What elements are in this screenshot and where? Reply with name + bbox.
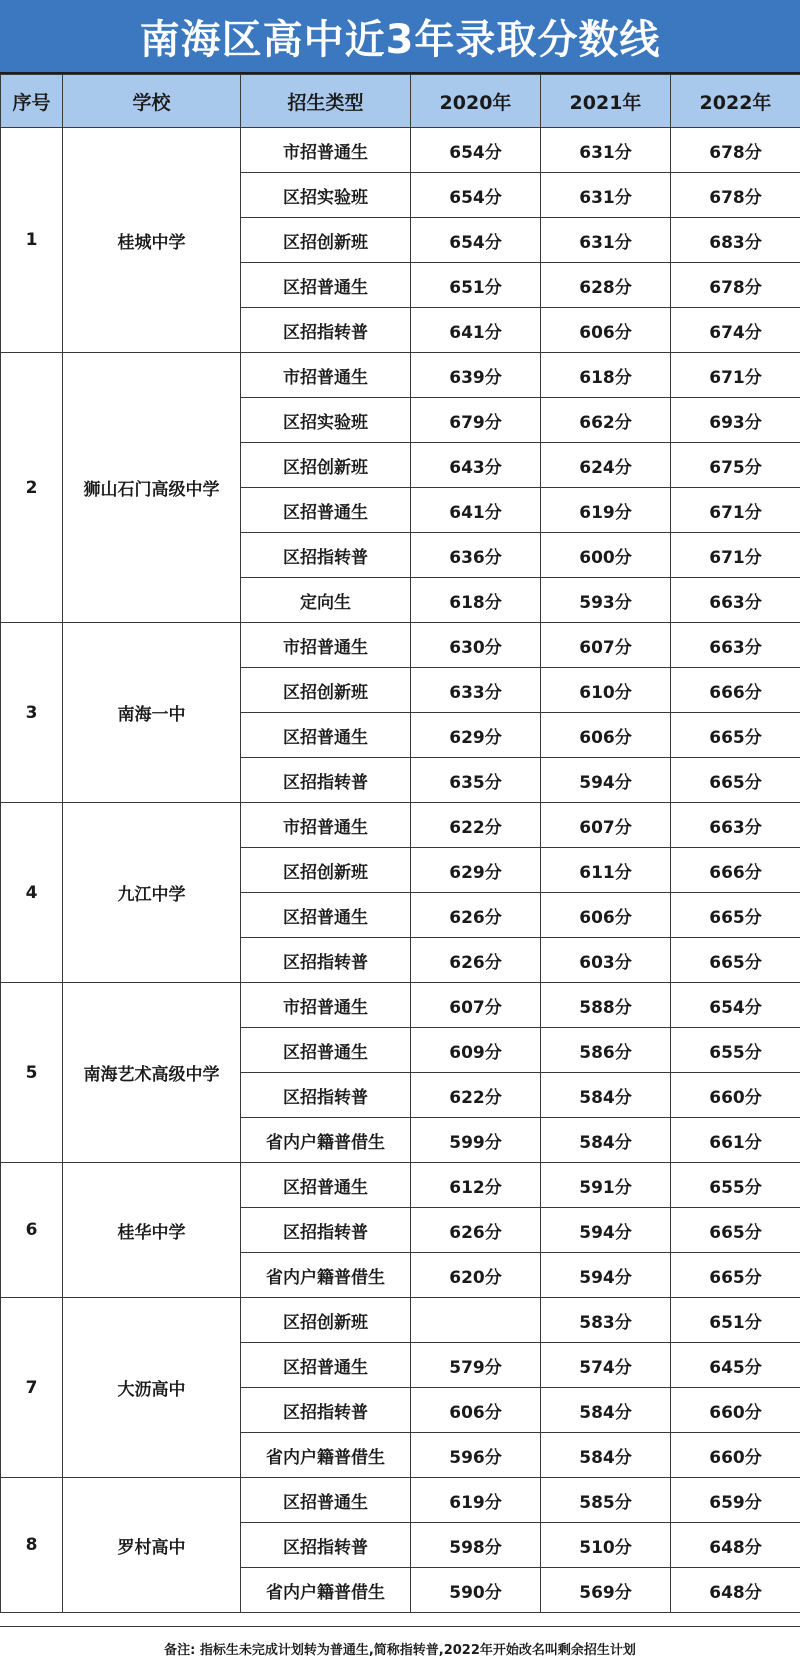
admission-type: 区招指转普: [241, 308, 411, 353]
score-2022: 678分: [671, 263, 800, 308]
admission-type: 区招指转普: [241, 758, 411, 803]
score-2022: 665分: [671, 938, 800, 983]
table-row: [1, 1298, 800, 1343]
school-index: 3: [1, 623, 63, 803]
score-2020: 641分: [411, 488, 541, 533]
score-2021: 631分: [541, 218, 671, 263]
score-2022: 666分: [671, 848, 800, 893]
score-2022: 678分: [671, 173, 800, 218]
score-2022: 675分: [671, 443, 800, 488]
admission-type: 市招普通生: [241, 803, 411, 848]
school-name: 桂华中学: [63, 1163, 241, 1298]
score-2020: 641分: [411, 308, 541, 353]
table-row: [1, 983, 800, 1028]
score-2022: 663分: [671, 803, 800, 848]
score-2021: 594分: [541, 1253, 671, 1298]
table-body: [1, 128, 800, 1613]
school-index: 5: [1, 983, 63, 1163]
header-2020: 2020年: [411, 75, 541, 128]
admission-type: 区招普通生: [241, 893, 411, 938]
score-2022: 671分: [671, 533, 800, 578]
header-type: 招生类型: [241, 75, 411, 128]
score-2020: 598分: [411, 1523, 541, 1568]
admission-type: 区招创新班: [241, 1298, 411, 1343]
score-2020: 633分: [411, 668, 541, 713]
score-2022: 654分: [671, 983, 800, 1028]
score-2021: 510分: [541, 1523, 671, 1568]
score-2022: 665分: [671, 1208, 800, 1253]
admission-type: 区招普通生: [241, 713, 411, 758]
score-2020: 626分: [411, 1208, 541, 1253]
admission-type: 区招实验班: [241, 398, 411, 443]
school-name: 罗村高中: [63, 1478, 241, 1613]
admission-type: 区招创新班: [241, 218, 411, 263]
score-2022: 671分: [671, 353, 800, 398]
score-2020: 630分: [411, 623, 541, 668]
table-row: [1, 623, 800, 668]
score-2021: 606分: [541, 308, 671, 353]
school-name: 狮山石门高级中学: [63, 353, 241, 623]
score-2020: 618分: [411, 578, 541, 623]
score-2020: 619分: [411, 1478, 541, 1523]
school-index: 2: [1, 353, 63, 623]
score-2021: 631分: [541, 173, 671, 218]
score-2021: 611分: [541, 848, 671, 893]
score-2020: 606分: [411, 1388, 541, 1433]
score-2021: 574分: [541, 1343, 671, 1388]
score-2022: 660分: [671, 1433, 800, 1478]
score-2022: 671分: [671, 488, 800, 533]
header-2022: 2022年: [671, 75, 800, 128]
score-2021: 600分: [541, 533, 671, 578]
admission-type: 区招普通生: [241, 1343, 411, 1388]
score-2022: 651分: [671, 1298, 800, 1343]
score-2021: 583分: [541, 1298, 671, 1343]
admission-type: 市招普通生: [241, 983, 411, 1028]
score-2022: 660分: [671, 1388, 800, 1433]
score-2022: 655分: [671, 1028, 800, 1073]
score-2021: 591分: [541, 1163, 671, 1208]
score-2022: 665分: [671, 713, 800, 758]
table-header-row: [1, 75, 800, 128]
admission-type: 区招指转普: [241, 1073, 411, 1118]
score-2022: 663分: [671, 578, 800, 623]
score-2020: 639分: [411, 353, 541, 398]
score-2021: 607分: [541, 803, 671, 848]
footnote: 备注: 指标生未完成计划转为普通生,简称指转普,2022年开始改名叫剩余招生计划: [0, 1626, 800, 1670]
admission-type: 市招普通生: [241, 128, 411, 173]
score-2021: 585分: [541, 1478, 671, 1523]
admission-type: 市招普通生: [241, 353, 411, 398]
score-2022: 648分: [671, 1523, 800, 1568]
admission-type: 区招普通生: [241, 1028, 411, 1073]
score-2021: 593分: [541, 578, 671, 623]
admission-type: 省内户籍普借生: [241, 1253, 411, 1298]
score-2020: 579分: [411, 1343, 541, 1388]
table-row: [1, 1163, 800, 1208]
score-2021: 619分: [541, 488, 671, 533]
score-2022: 648分: [671, 1568, 800, 1613]
table-row: [1, 1478, 800, 1523]
score-2020: 654分: [411, 218, 541, 263]
table-row: [1, 353, 800, 398]
score-2022: 655分: [671, 1163, 800, 1208]
score-2021: 569分: [541, 1568, 671, 1613]
school-name: 南海一中: [63, 623, 241, 803]
score-2020: 643分: [411, 443, 541, 488]
admission-type: 区招普通生: [241, 263, 411, 308]
score-2022: 660分: [671, 1073, 800, 1118]
score-2020: 651分: [411, 263, 541, 308]
admission-type: 区招指转普: [241, 1388, 411, 1433]
score-2022: 693分: [671, 398, 800, 443]
school-name: 大沥高中: [63, 1298, 241, 1478]
score-2020: 679分: [411, 398, 541, 443]
header-2021: 2021年: [541, 75, 671, 128]
admission-type: 区招实验班: [241, 173, 411, 218]
score-2020: 626分: [411, 938, 541, 983]
admission-type: 区招普通生: [241, 488, 411, 533]
admission-type: 区招创新班: [241, 443, 411, 488]
score-2022: 661分: [671, 1118, 800, 1163]
score-2022: 666分: [671, 668, 800, 713]
school-index: 7: [1, 1298, 63, 1478]
school-index: 8: [1, 1478, 63, 1613]
score-2021: 594分: [541, 758, 671, 803]
score-2020: 599分: [411, 1118, 541, 1163]
score-2020: 609分: [411, 1028, 541, 1073]
score-2020: 654分: [411, 173, 541, 218]
admission-type: 区招创新班: [241, 668, 411, 713]
score-2022: 674分: [671, 308, 800, 353]
score-2021: 631分: [541, 128, 671, 173]
school-index: 1: [1, 128, 63, 353]
score-2022: 678分: [671, 128, 800, 173]
admission-type: 区招普通生: [241, 1478, 411, 1523]
score-2021: 588分: [541, 983, 671, 1028]
score-2020: 607分: [411, 983, 541, 1028]
school-name: 桂城中学: [63, 128, 241, 353]
score-2022: 665分: [671, 893, 800, 938]
admission-type: 定向生: [241, 578, 411, 623]
score-2020: [411, 1298, 541, 1343]
score-2020: 622分: [411, 803, 541, 848]
score-2021: 584分: [541, 1388, 671, 1433]
score-2022: 663分: [671, 623, 800, 668]
admission-type: 区招创新班: [241, 848, 411, 893]
score-2020: 629分: [411, 848, 541, 893]
score-2021: 610分: [541, 668, 671, 713]
score-2021: 603分: [541, 938, 671, 983]
admission-type: 区招指转普: [241, 1208, 411, 1253]
admission-type: 区招指转普: [241, 938, 411, 983]
admission-type: 省内户籍普借生: [241, 1568, 411, 1613]
score-2020: 636分: [411, 533, 541, 578]
score-2021: 606分: [541, 713, 671, 758]
score-2020: 629分: [411, 713, 541, 758]
score-2021: 662分: [541, 398, 671, 443]
score-2022: 659分: [671, 1478, 800, 1523]
school-index: 4: [1, 803, 63, 983]
score-2021: 607分: [541, 623, 671, 668]
header-school: 学校: [63, 75, 241, 128]
score-2021: 624分: [541, 443, 671, 488]
score-2020: 626分: [411, 893, 541, 938]
score-2020: 635分: [411, 758, 541, 803]
score-2020: 612分: [411, 1163, 541, 1208]
score-2022: 645分: [671, 1343, 800, 1388]
admission-type: 市招普通生: [241, 623, 411, 668]
score-2020: 620分: [411, 1253, 541, 1298]
score-2022: 683分: [671, 218, 800, 263]
admission-type: 区招普通生: [241, 1163, 411, 1208]
score-2021: 618分: [541, 353, 671, 398]
header-index: 序号: [1, 75, 63, 128]
score-2021: 594分: [541, 1208, 671, 1253]
admission-type: 省内户籍普借生: [241, 1433, 411, 1478]
score-2022: 665分: [671, 758, 800, 803]
score-2020: 596分: [411, 1433, 541, 1478]
score-2020: 622分: [411, 1073, 541, 1118]
score-2021: 584分: [541, 1433, 671, 1478]
table-row: [1, 803, 800, 848]
score-2020: 654分: [411, 128, 541, 173]
admission-type: 省内户籍普借生: [241, 1118, 411, 1163]
admission-score-table: [0, 74, 800, 1613]
score-2021: 628分: [541, 263, 671, 308]
admission-type: 区招指转普: [241, 1523, 411, 1568]
score-2020: 590分: [411, 1568, 541, 1613]
page-title: 南海区高中近3年录取分数线: [0, 0, 800, 74]
score-2022: 665分: [671, 1253, 800, 1298]
school-name: 南海艺术高级中学: [63, 983, 241, 1163]
score-2021: 606分: [541, 893, 671, 938]
school-name: 九江中学: [63, 803, 241, 983]
admission-type: 区招指转普: [241, 533, 411, 578]
score-2021: 584分: [541, 1073, 671, 1118]
score-2021: 586分: [541, 1028, 671, 1073]
school-index: 6: [1, 1163, 63, 1298]
table-row: [1, 128, 800, 173]
score-2021: 584分: [541, 1118, 671, 1163]
